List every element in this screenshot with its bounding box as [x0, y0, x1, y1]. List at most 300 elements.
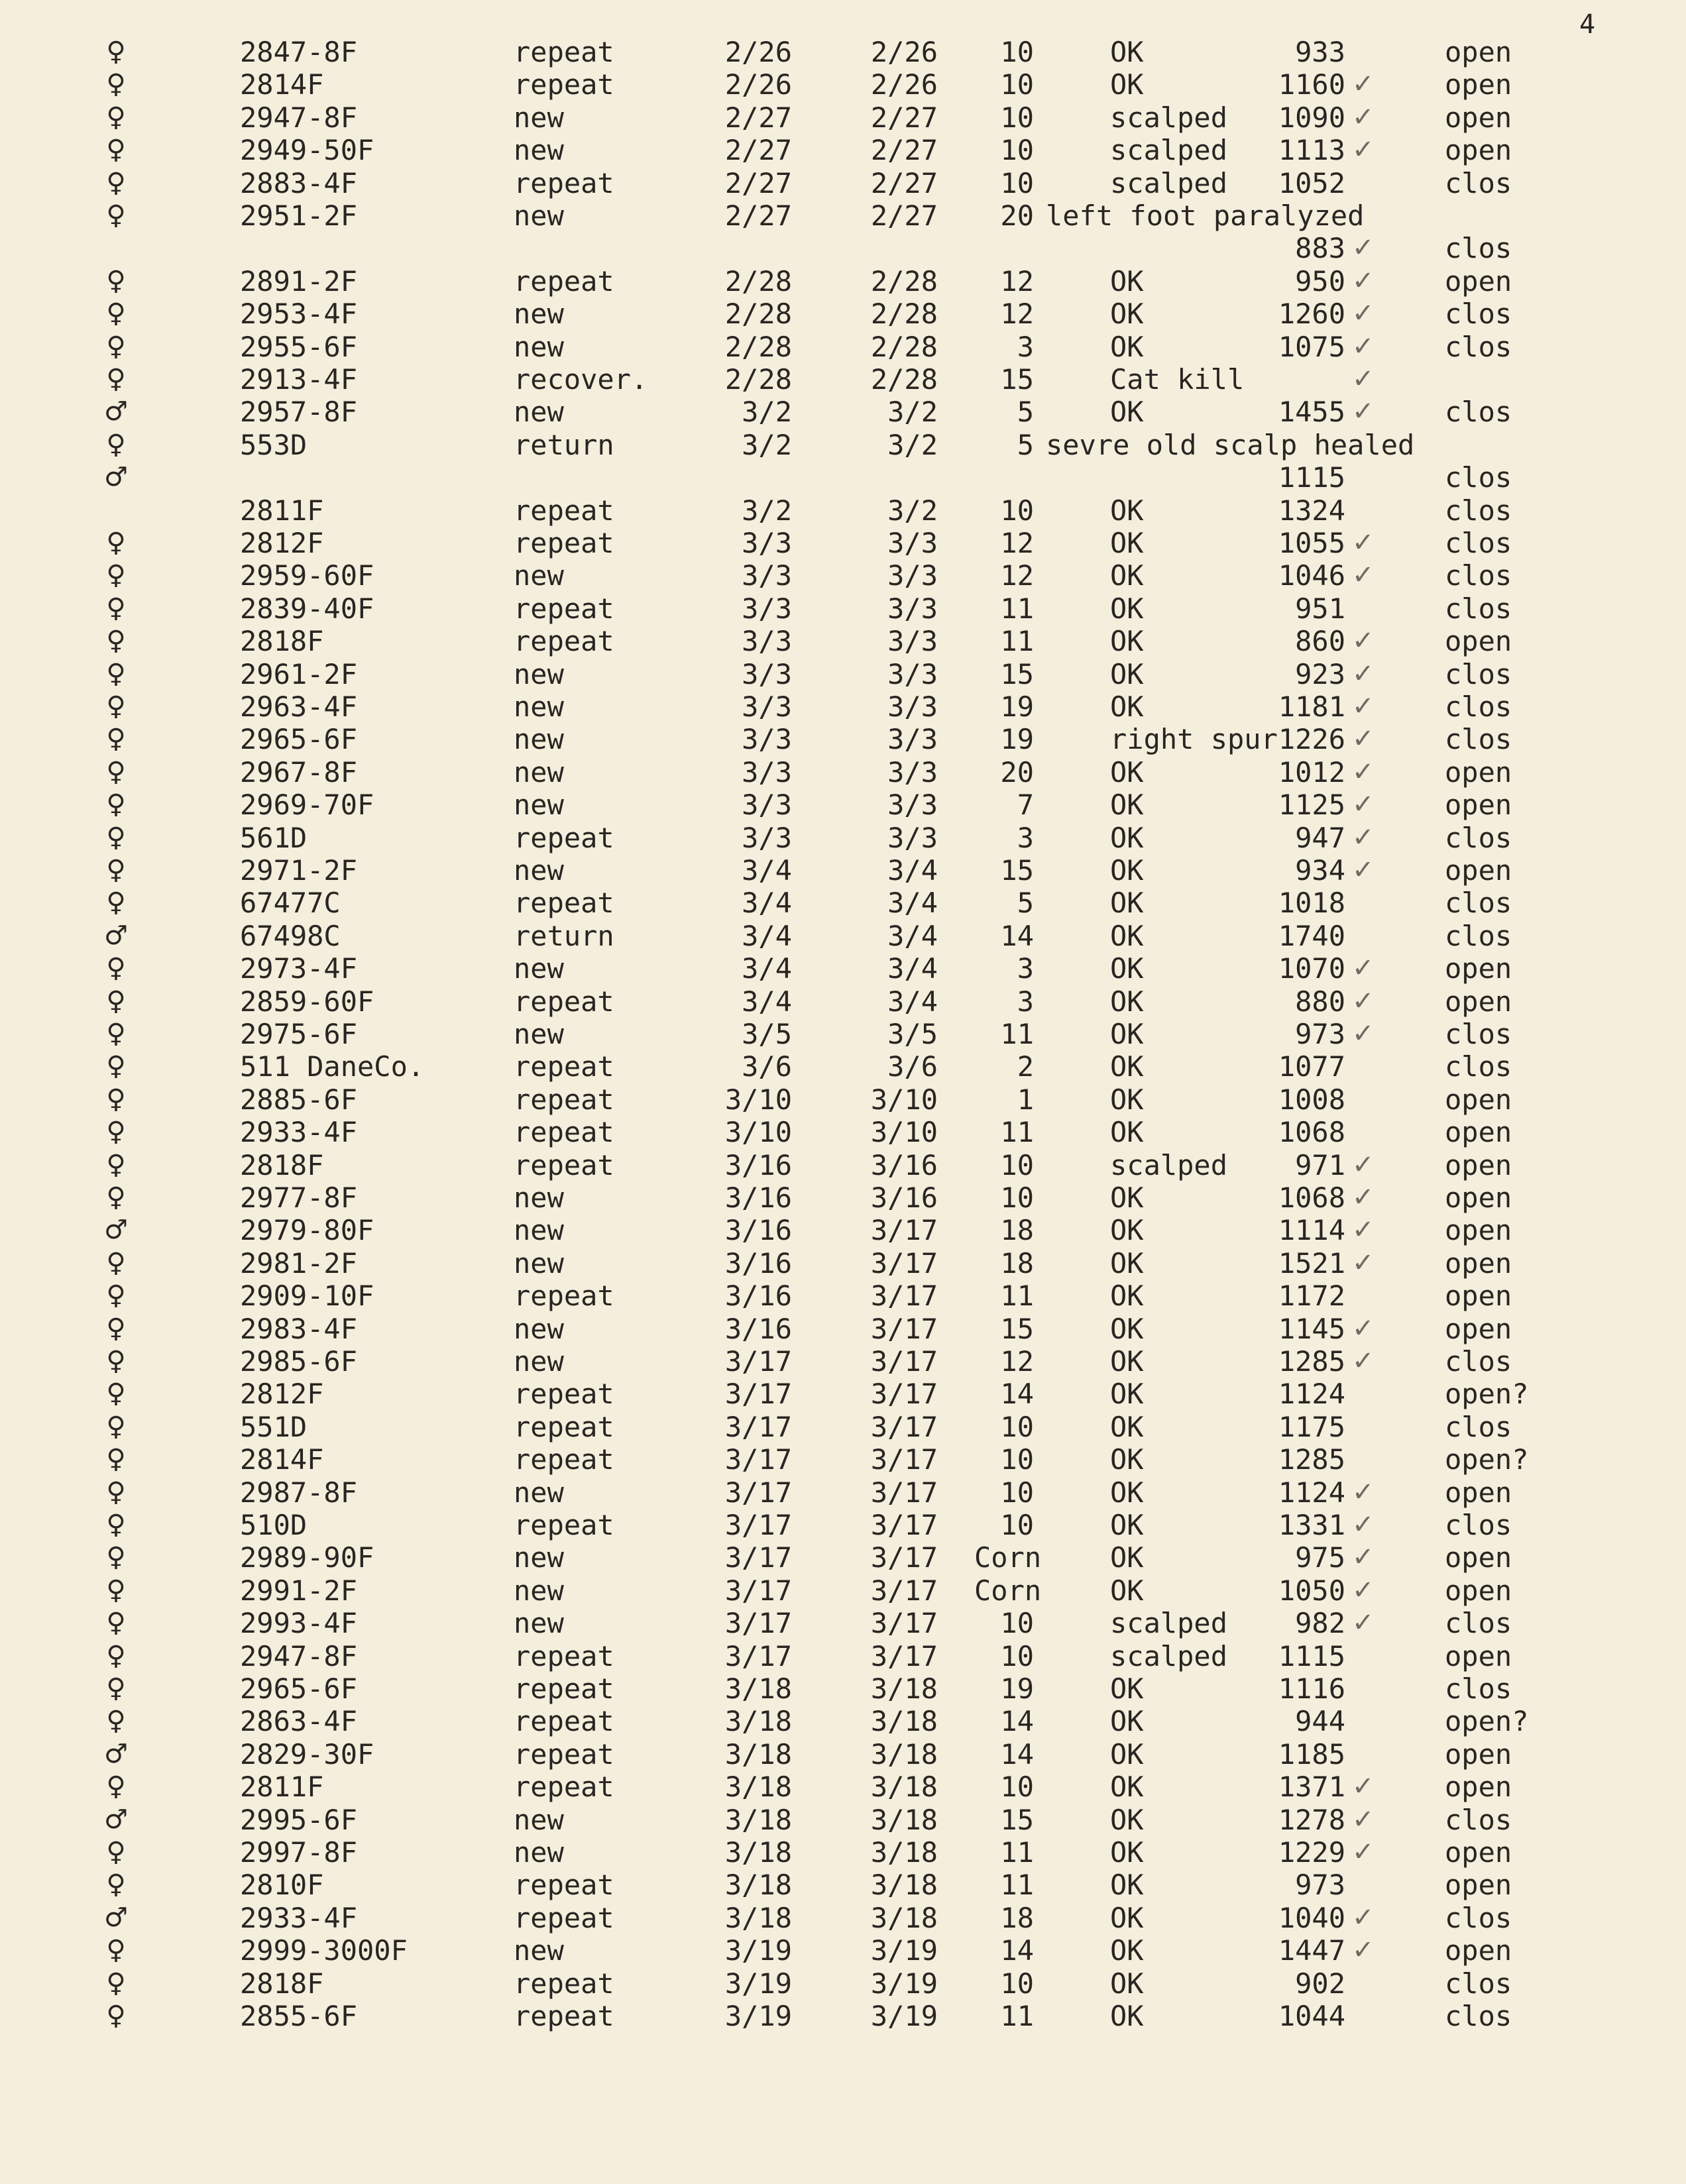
sex-symbol: ♀ [106, 1117, 126, 1147]
condition-text: OK [1110, 1934, 1144, 1967]
count-value: 18 [1000, 1247, 1034, 1280]
eye-status: open [1445, 1214, 1512, 1246]
table-row [0, 1902, 1686, 1934]
date-released: 3/3 [887, 592, 938, 625]
date-released: 3/3 [887, 625, 938, 657]
check-mark-icon: ✓ [1352, 396, 1375, 427]
date-released: 3/3 [887, 723, 938, 755]
weight-value: 1046 [1278, 559, 1345, 592]
condition-text: OK [1110, 1280, 1144, 1312]
date-released: 3/2 [887, 396, 938, 428]
eye-status: open [1445, 1738, 1512, 1771]
sex-symbol: ♀ [106, 593, 126, 624]
eye-status: clos [1445, 298, 1512, 330]
date-released: 3/17 [870, 1411, 938, 1443]
count-value: 15 [1000, 363, 1034, 396]
count-value: 11 [1000, 1116, 1034, 1148]
count-value: Corn [974, 1541, 1042, 1574]
date-captured: 3/18 [724, 1869, 792, 1901]
weight-value: 902 [1295, 1967, 1345, 2000]
count-value: 18 [1000, 1214, 1034, 1246]
sex-symbol: ♀ [106, 560, 126, 590]
date-captured: 3/3 [742, 592, 792, 625]
date-released: 3/5 [887, 1018, 938, 1050]
eye-status: clos [1445, 167, 1512, 199]
count-value: 11 [1000, 1869, 1034, 1901]
count-value: 20 [1000, 199, 1034, 232]
capture-status: repeat [514, 1509, 614, 1541]
sex-symbol: ♀ [106, 1608, 126, 1638]
check-mark-icon: ✓ [1352, 724, 1375, 754]
condition-text: OK [1110, 756, 1144, 789]
capture-status: new [514, 1345, 564, 1378]
table-row [0, 1247, 1686, 1280]
count-value: 19 [1000, 1672, 1034, 1705]
condition-text: OK [1110, 1541, 1144, 1574]
table-row [0, 1149, 1686, 1181]
date-captured: 2/27 [724, 167, 792, 199]
date-captured: 3/2 [742, 429, 792, 461]
band-number: 2987-8F [240, 1476, 358, 1509]
eye-status: clos [1445, 887, 1512, 919]
condition-text: OK [1110, 527, 1144, 559]
check-mark-icon: ✓ [1352, 822, 1375, 853]
sex-symbol: ♀ [106, 1018, 126, 1049]
weight-value: 1175 [1278, 1411, 1345, 1443]
band-number: 2933-4F [240, 1902, 358, 1934]
date-released: 3/17 [870, 1214, 938, 1246]
sex-symbol: ♀ [106, 36, 126, 67]
check-mark-icon: ✓ [1352, 626, 1375, 656]
check-mark-icon: ✓ [1352, 1837, 1375, 1867]
count-value: 5 [1017, 429, 1034, 461]
date-released: 3/4 [887, 854, 938, 887]
table-row [0, 854, 1686, 887]
date-captured: 3/17 [724, 1640, 792, 1672]
date-captured: 3/4 [742, 985, 792, 1018]
check-mark-icon: ✓ [1352, 1804, 1375, 1835]
sex-symbol: ♀ [106, 1935, 126, 1965]
date-released: 2/26 [870, 36, 938, 68]
band-number: 2885-6F [240, 1083, 358, 1116]
date-captured: 3/16 [724, 1214, 792, 1246]
check-mark-icon: ✓ [1352, 691, 1375, 722]
date-released: 2/28 [870, 265, 938, 298]
weight-value: 1226 [1278, 723, 1345, 755]
weight-value: 1160 [1278, 68, 1345, 101]
capture-status: repeat [514, 1116, 614, 1148]
sex-symbol: ♀ [106, 1706, 126, 1736]
sex-symbol: ♂ [104, 1804, 128, 1835]
band-number: 2963-4F [240, 690, 358, 723]
eye-status: clos [1445, 1345, 1512, 1378]
count-value: 19 [1000, 723, 1034, 755]
band-number: 2814F [240, 68, 324, 101]
date-released: 3/16 [870, 1149, 938, 1181]
eye-status: open [1445, 101, 1512, 134]
weight-value: 933 [1295, 36, 1345, 68]
capture-status: repeat [514, 1771, 614, 1803]
check-mark-icon: ✓ [1352, 789, 1375, 820]
weight-value: 1090 [1278, 101, 1345, 134]
table-row [0, 1378, 1686, 1410]
date-captured: 3/2 [742, 494, 792, 527]
weight-value: 1012 [1278, 756, 1345, 789]
band-number: 2818F [240, 625, 324, 657]
check-mark-icon: ✓ [1352, 1771, 1375, 1802]
band-number: 553D [240, 429, 308, 461]
weight-value: 1455 [1278, 396, 1345, 428]
date-released: 3/17 [870, 1247, 938, 1280]
band-number: 2811F [240, 494, 324, 527]
band-number: 551D [240, 1411, 308, 1443]
date-released: 2/26 [870, 68, 938, 101]
date-captured: 3/18 [724, 1672, 792, 1705]
condition-text: OK [1110, 1967, 1144, 2000]
table-row [0, 1313, 1686, 1345]
date-released: 3/10 [870, 1083, 938, 1116]
table-row [0, 1411, 1686, 1443]
count-value: 10 [1000, 1640, 1034, 1672]
capture-status: repeat [514, 625, 614, 657]
eye-status: open [1445, 854, 1512, 887]
count-value: 14 [1000, 1738, 1034, 1771]
weight-value: 1077 [1278, 1050, 1345, 1083]
sex-symbol: ♀ [106, 1411, 126, 1442]
date-released: 3/18 [870, 1869, 938, 1901]
eye-status: clos [1445, 396, 1512, 428]
table-row [0, 1345, 1686, 1378]
capture-status: repeat [514, 1967, 614, 2000]
capture-status: new [514, 199, 564, 232]
condition-text: OK [1110, 920, 1144, 952]
weight-value: 944 [1295, 1705, 1345, 1737]
count-value: 10 [1000, 36, 1034, 68]
condition-text: scalped [1110, 167, 1228, 199]
sex-symbol: ♀ [106, 1248, 126, 1278]
table-row [0, 68, 1686, 101]
table-row [0, 1214, 1686, 1246]
sex-symbol: ♀ [106, 1313, 126, 1344]
page-number: 4 [1579, 9, 1596, 40]
date-captured: 3/2 [742, 396, 792, 428]
eye-status: clos [1445, 2000, 1512, 2032]
eye-status: open [1445, 68, 1512, 101]
check-mark-icon: ✓ [1352, 1215, 1375, 1245]
band-number: 2955-6F [240, 331, 358, 363]
band-number: 67498C [240, 920, 341, 952]
table-row [0, 1934, 1686, 1967]
condition-text: OK [1110, 1411, 1144, 1443]
date-released: 3/16 [870, 1181, 938, 1214]
eye-status: open [1445, 265, 1512, 298]
weight-value: 1040 [1278, 1902, 1345, 1934]
eye-status: open [1445, 985, 1512, 1018]
date-released: 3/18 [870, 1902, 938, 1934]
date-released: 2/28 [870, 298, 938, 330]
count-value: 10 [1000, 1476, 1034, 1509]
weight-value: 1172 [1278, 1280, 1345, 1312]
eye-status: clos [1445, 559, 1512, 592]
weight-value: 1075 [1278, 331, 1345, 363]
sex-symbol: ♀ [106, 298, 126, 329]
capture-status: new [514, 1836, 564, 1869]
sex-symbol: ♀ [106, 724, 126, 754]
check-mark-icon: ✓ [1352, 1542, 1375, 1572]
sex-symbol: ♀ [106, 1051, 126, 1081]
condition-text: OK [1110, 1116, 1144, 1148]
date-captured: 3/10 [724, 1083, 792, 1116]
eye-status: clos [1445, 822, 1512, 854]
condition-text: OK [1110, 1705, 1144, 1737]
table-row [0, 1705, 1686, 1737]
band-number: 2953-4F [240, 298, 358, 330]
date-released: 3/4 [887, 887, 938, 919]
date-captured: 3/16 [724, 1313, 792, 1345]
eye-status: open? [1445, 1443, 1529, 1476]
eye-status: open [1445, 1280, 1512, 1312]
capture-status: new [514, 331, 564, 363]
date-released: 3/3 [887, 822, 938, 854]
band-number: 2913-4F [240, 363, 358, 396]
eye-status: open [1445, 36, 1512, 68]
capture-status: new [514, 1574, 564, 1607]
date-captured: 3/6 [742, 1050, 792, 1083]
weight-value: 947 [1295, 822, 1345, 854]
check-mark-icon: ✓ [1352, 1182, 1375, 1213]
table-row [0, 1280, 1686, 1312]
count-value: 12 [1000, 559, 1034, 592]
table-row [0, 920, 1686, 952]
capture-status: new [514, 298, 564, 330]
table-row [0, 1541, 1686, 1574]
table-row [0, 756, 1686, 789]
capture-status: new [514, 1607, 564, 1639]
date-captured: 3/3 [742, 756, 792, 789]
band-number: 2859-60F [240, 985, 374, 1018]
capture-status: repeat [514, 494, 614, 527]
check-mark-icon: ✓ [1352, 102, 1375, 133]
date-captured: 3/18 [724, 1705, 792, 1737]
check-mark-icon: ✓ [1352, 757, 1375, 787]
check-mark-icon: ✓ [1352, 135, 1375, 165]
weight-value: 1115 [1278, 1640, 1345, 1672]
condition-text: OK [1110, 1476, 1144, 1509]
date-captured: 3/3 [742, 559, 792, 592]
eye-status: open [1445, 625, 1512, 657]
date-released: 3/17 [870, 1345, 938, 1378]
weight-value: 1371 [1278, 1771, 1345, 1803]
band-number: 2983-4F [240, 1313, 358, 1345]
date-captured: 3/17 [724, 1476, 792, 1509]
capture-status: repeat [514, 265, 614, 298]
date-captured: 3/17 [724, 1378, 792, 1410]
eye-status: clos [1445, 1509, 1512, 1541]
band-number: 2818F [240, 1149, 324, 1181]
date-captured: 3/18 [724, 1836, 792, 1869]
date-captured: 3/17 [724, 1509, 792, 1541]
eye-status: clos [1445, 723, 1512, 755]
capture-status: new [514, 756, 564, 789]
weight-value: 1070 [1278, 952, 1345, 985]
band-number: 2812F [240, 527, 324, 559]
table-row [0, 1083, 1686, 1116]
condition-text: OK [1110, 822, 1144, 854]
table-row [0, 1443, 1686, 1476]
eye-status: clos [1445, 494, 1512, 527]
check-mark-icon: ✓ [1352, 364, 1375, 394]
capture-status: repeat [514, 1411, 614, 1443]
weight-value: 1447 [1278, 1934, 1345, 1967]
sex-symbol: ♀ [106, 135, 126, 165]
count-value: 14 [1000, 1705, 1034, 1737]
date-captured: 3/16 [724, 1181, 792, 1214]
table-row [0, 559, 1686, 592]
eye-status: open [1445, 134, 1512, 166]
count-value: 1 [1017, 1083, 1034, 1116]
weight-value: 950 [1295, 265, 1345, 298]
band-number: 2979-80F [240, 1214, 374, 1246]
sex-symbol: ♀ [106, 691, 126, 722]
count-value: 10 [1000, 494, 1034, 527]
eye-status: clos [1445, 331, 1512, 363]
eye-status: open? [1445, 1378, 1529, 1410]
condition-text: OK [1110, 1574, 1144, 1607]
date-released: 2/28 [870, 331, 938, 363]
table-row [0, 1672, 1686, 1705]
date-captured: 3/16 [724, 1149, 792, 1181]
count-value: 10 [1000, 1771, 1034, 1803]
eye-status: open [1445, 1574, 1512, 1607]
count-value: 12 [1000, 1345, 1034, 1378]
check-mark-icon: ✓ [1352, 266, 1375, 296]
table-row [0, 822, 1686, 854]
date-captured: 3/18 [724, 1902, 792, 1934]
capture-status: recover. [514, 363, 648, 396]
table-row [0, 1050, 1686, 1083]
sex-symbol: ♀ [106, 1378, 126, 1409]
band-number: 2975-6F [240, 1018, 358, 1050]
weight-value: 1260 [1278, 298, 1345, 330]
capture-status: repeat [514, 887, 614, 919]
eye-status: open [1445, 1149, 1512, 1181]
band-number: 2810F [240, 1869, 324, 1901]
condition-text: OK [1110, 690, 1144, 723]
band-number: 2855-6F [240, 2000, 358, 2032]
band-number: 2909-10F [240, 1280, 374, 1312]
date-captured: 3/18 [724, 1804, 792, 1836]
count-value: 10 [1000, 101, 1034, 134]
capture-status: repeat [514, 1443, 614, 1476]
band-number: 2969-70F [240, 789, 374, 821]
sex-symbol: ♀ [106, 429, 126, 460]
eye-status: clos [1445, 1902, 1512, 1934]
capture-status: repeat [514, 1149, 614, 1181]
date-released: 3/17 [870, 1280, 938, 1312]
date-released: 3/19 [870, 1967, 938, 2000]
date-released: 3/3 [887, 756, 938, 789]
count-value: 10 [1000, 167, 1034, 199]
band-number: 2993-4F [240, 1607, 358, 1639]
check-mark-icon: ✓ [1352, 233, 1375, 263]
condition-text: OK [1110, 1869, 1144, 1901]
eye-status: open [1445, 1083, 1512, 1116]
band-number: 2933-4F [240, 1116, 358, 1148]
table-row [0, 887, 1686, 919]
date-captured: 3/17 [724, 1607, 792, 1639]
date-released: 2/27 [870, 134, 938, 166]
band-number: 2961-2F [240, 658, 358, 690]
date-captured: 3/3 [742, 723, 792, 755]
date-captured: 3/17 [724, 1541, 792, 1574]
weight-value: 1018 [1278, 887, 1345, 919]
note-text: sevre old scalp healed [1046, 429, 1415, 461]
weight-value: 1068 [1278, 1116, 1345, 1148]
condition-text: OK [1110, 952, 1144, 985]
count-value: 15 [1000, 1313, 1034, 1345]
band-number: 2967-8F [240, 756, 358, 789]
weight-value: 883 [1295, 232, 1345, 264]
date-released: 3/17 [870, 1541, 938, 1574]
sex-symbol: ♂ [104, 1902, 128, 1933]
condition-text: OK [1110, 625, 1144, 657]
date-released: 3/17 [870, 1476, 938, 1509]
check-mark-icon: ✓ [1352, 1477, 1375, 1507]
band-number: 2812F [240, 1378, 324, 1410]
eye-status: open [1445, 1247, 1512, 1280]
date-released: 3/3 [887, 658, 938, 690]
eye-status: open [1445, 1836, 1512, 1869]
date-captured: 2/28 [724, 265, 792, 298]
date-captured: 3/17 [724, 1574, 792, 1607]
date-released: 3/17 [870, 1640, 938, 1672]
capture-status: repeat [514, 1738, 614, 1771]
date-released: 3/17 [870, 1443, 938, 1476]
weight-value: 880 [1295, 985, 1345, 1018]
weight-value: 1324 [1278, 494, 1345, 527]
eye-status: clos [1445, 1804, 1512, 1836]
sex-symbol: ♀ [106, 527, 126, 558]
check-mark-icon: ✓ [1352, 1313, 1375, 1344]
count-value: 14 [1000, 920, 1034, 952]
condition-text: right spur [1110, 723, 1278, 755]
capture-status: repeat [514, 527, 614, 559]
check-mark-icon: ✓ [1352, 986, 1375, 1016]
capture-status: repeat [514, 1902, 614, 1934]
band-number: 2847-8F [240, 36, 358, 68]
table-row [0, 134, 1686, 166]
sex-symbol: ♀ [106, 200, 126, 231]
weight-value: 951 [1295, 592, 1345, 625]
date-released: 2/27 [870, 101, 938, 134]
count-value: 11 [1000, 1280, 1034, 1312]
eye-status: open? [1445, 1705, 1529, 1737]
capture-status: repeat [514, 1378, 614, 1410]
date-released: 3/3 [887, 789, 938, 821]
condition-text: OK [1110, 1050, 1144, 1083]
sex-symbol: ♀ [106, 659, 126, 689]
eye-status: open [1445, 1771, 1512, 1803]
eye-status: clos [1445, 1050, 1512, 1083]
band-number: 2814F [240, 1443, 324, 1476]
count-value: 10 [1000, 1607, 1034, 1639]
sex-symbol: ♀ [106, 1837, 126, 1867]
count-value: 15 [1000, 1804, 1034, 1836]
check-mark-icon: ✓ [1352, 953, 1375, 983]
capture-status: new [514, 1804, 564, 1836]
date-released: 3/17 [870, 1509, 938, 1541]
table-row [0, 36, 1686, 68]
